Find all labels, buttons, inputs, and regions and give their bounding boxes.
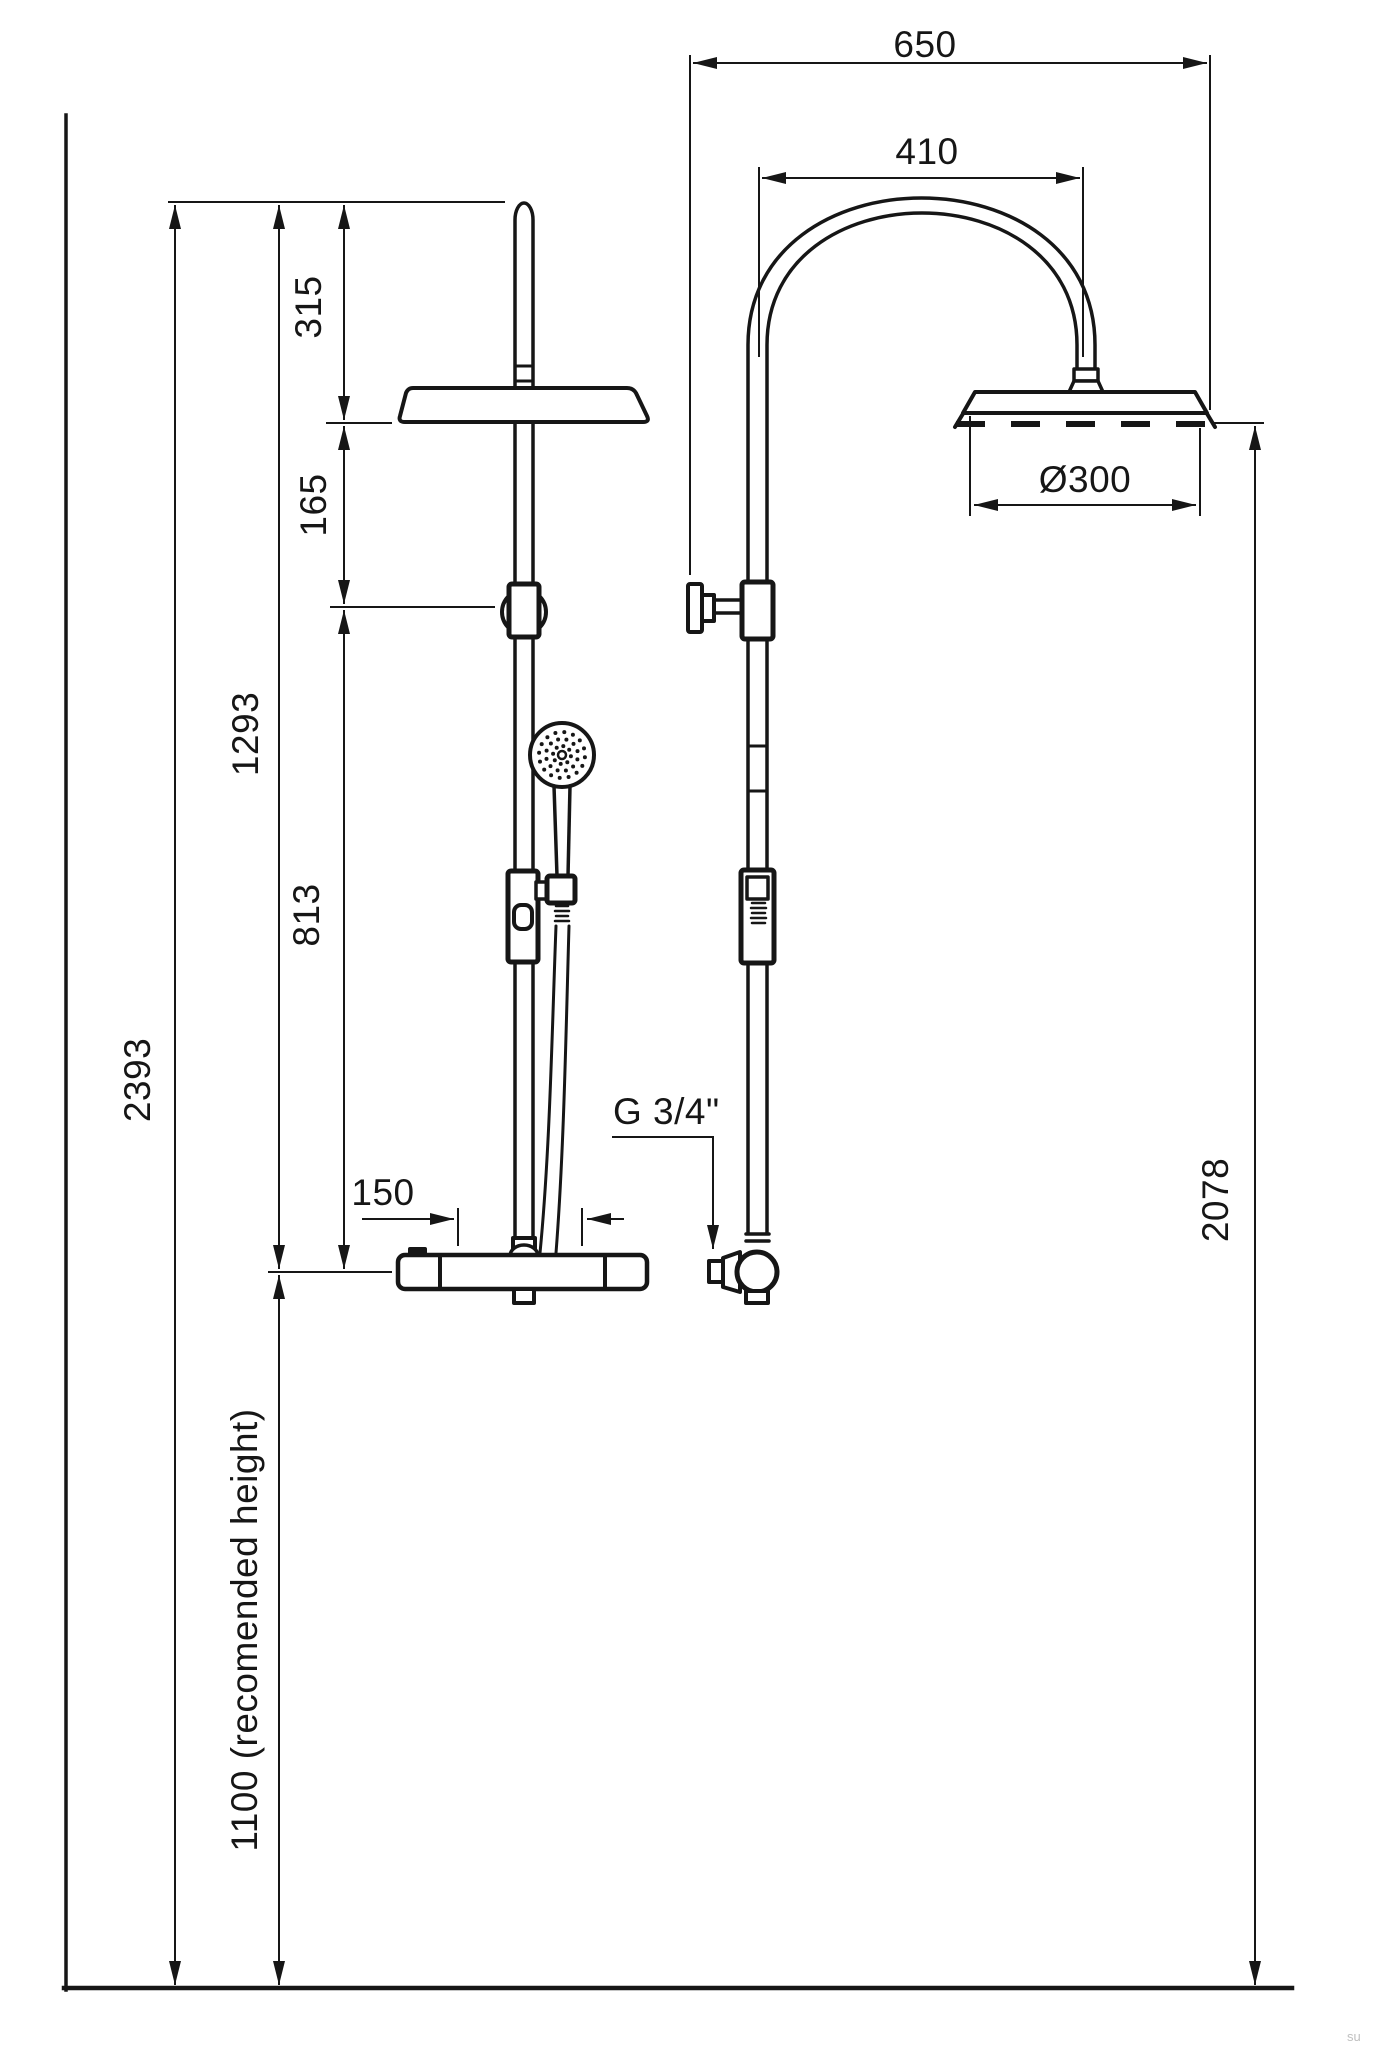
hand-shower-handle-left [554,786,557,876]
spray-hole [545,735,549,739]
spray-hole [576,749,580,753]
thread-leader-line [612,1137,713,1249]
spray-hole [578,738,582,742]
holder-side-socket [747,877,768,899]
spray-hole [564,769,568,773]
shower-hose-right-edge [556,926,569,1253]
spray-hole [580,764,584,768]
mixer-side-outlet [746,1291,768,1303]
rain-head-rim-right [1206,412,1215,427]
spray-hole [582,746,586,750]
mixer-body [398,1255,647,1289]
arch-inner-edge [767,213,1077,1233]
mixer-safety-button [408,1247,427,1255]
spray-hole [565,760,569,764]
label-813: 813 [286,883,327,947]
spray-hole [549,773,553,777]
arch-outer-edge [748,198,1095,1233]
shower-hose-left-edge [540,926,556,1253]
hand-shower-head [530,723,594,787]
head-connector-ring [1074,369,1098,381]
rain-head-front [400,388,648,422]
handle-cradle [547,876,575,903]
holder-slot [514,905,532,929]
spray-hole [549,764,553,768]
spray-hole [571,765,575,769]
riser-rail [515,203,533,1254]
spray-hole [564,738,568,742]
bracket-wall-boss [702,595,714,621]
spray-hole [562,730,566,734]
spray-hole [567,775,571,779]
label-thread: G 3/4" [613,1091,720,1132]
label-410: 410 [895,131,959,172]
label-dia300: Ø300 [1038,459,1132,500]
label-2078: 2078 [1195,1157,1236,1243]
slider-body [509,584,539,637]
spray-hole [556,738,560,742]
side-view [688,198,1215,1303]
label-1293: 1293 [225,691,266,777]
spray-hole [538,760,542,764]
spray-hole [549,742,553,746]
spray-hole [583,755,587,759]
bracket-rail-block [742,582,773,639]
label-150: 150 [351,1172,415,1213]
spray-hole [537,751,541,755]
label-315: 315 [288,275,329,339]
spray-hole [553,731,557,735]
spray-hole [575,757,579,761]
mixer-outlet [514,1289,534,1303]
spray-hole [572,742,576,746]
spray-hole [569,754,573,758]
spray-hole [555,746,559,750]
hand-shower-handle-right [568,786,570,876]
mixer-wall-union [709,1261,723,1282]
rain-head-side [963,392,1207,413]
watermark: su [1347,2029,1361,2044]
spray-hole [542,768,546,772]
front-view [398,203,648,1303]
spray-hole [559,762,563,766]
spray-hole [558,776,562,780]
spray-hole [545,757,549,761]
spray-hole [545,749,549,753]
label-1100: 1100 (recomended height) [224,1408,265,1852]
spray-hole [571,733,575,737]
spray-hole [540,742,544,746]
spray-hole [561,744,565,748]
dimension-lines [168,55,1264,1985]
spray-hole [567,748,571,752]
label-2393: 2393 [117,1037,158,1123]
mixer-side-knob [737,1252,777,1292]
bracket-wall-flange [688,584,702,632]
spray-hole [575,771,579,775]
label-165: 165 [293,473,334,537]
label-650: 650 [893,24,957,65]
spray-hole [553,758,557,762]
hose-thread-coil [555,906,569,921]
spray-hole [556,768,560,772]
spray-hole [551,752,555,756]
